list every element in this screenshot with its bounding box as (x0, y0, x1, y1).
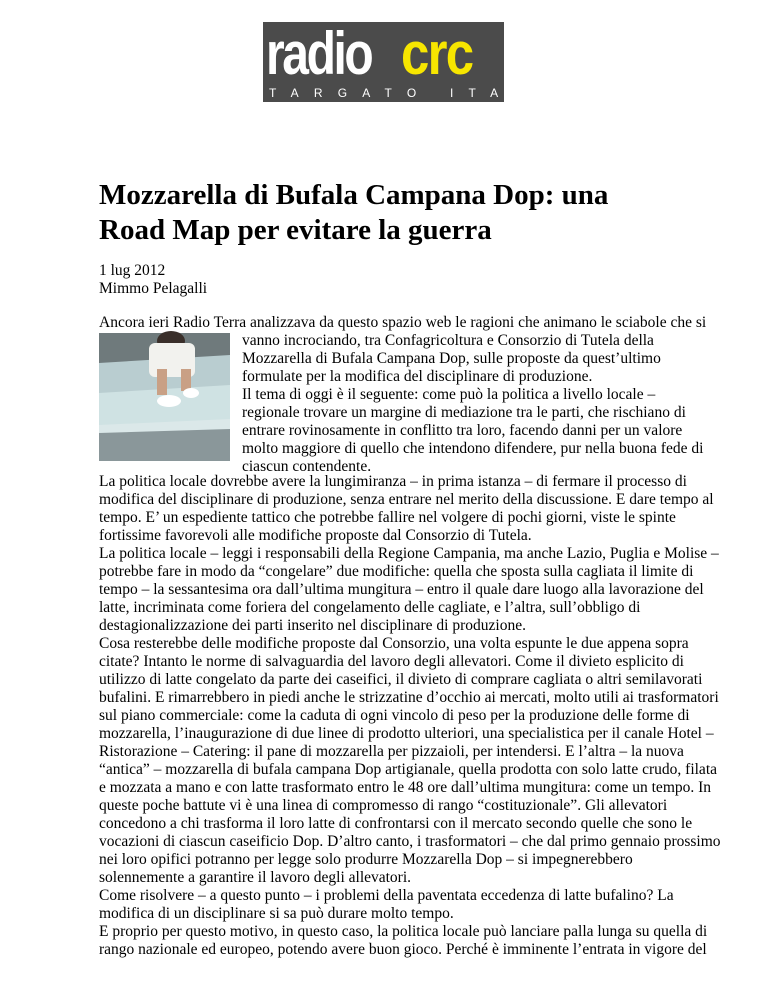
text-line: ciascun contendente. (242, 458, 372, 475)
text-line: “antica” – mozzarella di bufala campana Dop artigianale, quella prodotta con solo latte crudo, filata (99, 761, 718, 778)
radio-crc-logo[interactable] (263, 20, 577, 102)
text-line: Il tema di oggi è il seguente: come può la politica a livello locale – (242, 386, 656, 403)
text-line: sul piano commerciale: come la caduta di ogni vincolo di peso per la produzione delle forme di (99, 707, 690, 724)
text-line: nei loro opifici potranno per legge solo produrre Mozzarella Dop – si impegnerebbero (99, 851, 633, 868)
text-line: modifica del disciplinare di produzione, senza entrare nel merito della discussione. E dare tempo al (99, 491, 714, 508)
text-line: fortissime favorevoli alle modifiche proposte dal Consorzio di Tutela. (99, 527, 532, 544)
article-date: 1 lug 2012 (99, 262, 166, 279)
text-line: Come risolvere – a questo punto – i problemi della paventata eccedenza di latte bufalino? La (99, 887, 674, 904)
article-author: Mimmo Pelagalli (99, 280, 208, 297)
lead-line: Ancora ieri Radio Terra analizzava da questo spazio web le ragioni che animano le sciabole che si (99, 314, 707, 331)
text-line: destagionalizzazione dei parti inserito nel disciplinare di produzione. (99, 617, 526, 634)
text-line: Cosa resterebbe delle modifiche proposte dal Consorzio, una volta espunte le due appena sopra (99, 635, 689, 652)
text-line: La politica locale dovrebbe avere la lungimiranza – in prima istanza – di fermare il processo di (99, 473, 687, 490)
text-line: e mozzata a mano e con latte trasformato entro le 48 ore dall’ultima mungitura: come un tempo. In (99, 779, 712, 796)
logo-tagline: TARGATO ITALIA (269, 86, 577, 100)
text-line: concedono a chi trasforma il loro latte di confrontarsi con il mercato secondo quelle che sono le (99, 815, 693, 832)
text-line: bufalini. E rimarrebbero in piedi anche le strizzatine d’occhio ai mercati, molto utili ai trasformatori (99, 689, 719, 706)
text-line: Ristorazione – Catering: il pane di mozzarella per pizzaioli, per intendersi. E l’altra – la nuova (99, 743, 684, 760)
text-line: formulate per la modifica del disciplinare di produzione. (242, 368, 593, 385)
text-line: citate? Intanto le norme di salvaguardia del lavoro degli allevatori. Come il divieto esplicito di (99, 653, 684, 670)
article-title (99, 178, 699, 248)
article-body (99, 473, 721, 959)
text-line: molto maggiore di quello che intendono difendere, pur nella buona fede di (242, 440, 704, 457)
text-line: entrare rovinosamente in conflitto tra loro, facendo danni per un valore (242, 422, 683, 439)
logo-brand: crc (401, 20, 473, 87)
text-line: utilizzo di latte congelato da parte dei caseifici, il divieto di comprare cagliata o altri semilavorati (99, 671, 703, 688)
wrapped-paragraph (242, 332, 704, 476)
text-line: queste poche battute vi è una linea di compromesso di rango “costituzionale”. Gli allevatori (99, 797, 668, 814)
text-line: vanno incrociando, tra Confagricoltura e Consorzio di Tutela della (242, 332, 654, 349)
text-line: E proprio per questo motivo, in questo caso, la politica locale può lanciare palla lunga su quella di (99, 923, 708, 940)
text-line: modifica di un disciplinare si sa può durare molto tempo. (99, 905, 454, 922)
text-line: vocazioni di ciascun caseificio Dop. D’altro canto, i trasformatori – che dal primo gennaio prossimo (99, 833, 721, 850)
text-line: rango nazionale ed europeo, potendo avere buon gioco. Perché è imminente l’entrata in vigore del (99, 941, 707, 958)
cheese-maker-photo (99, 333, 230, 461)
text-line: potrebbe fare in modo da “congelare” due modifiche: quella che sposta sulla cagliata il limite di (99, 563, 694, 580)
text-line: latte, incriminata come foriera del congelamento delle cagliate, e l’altra, sull’obbligo di (99, 599, 641, 616)
article-meta (99, 262, 207, 298)
text-line: La politica locale – leggi i responsabili della Regione Campania, ma anche Lazio, Puglia e Molise – (99, 545, 719, 562)
text-line: solennemente a garantire il lavoro degli allevatori. (99, 869, 412, 886)
article-photo (99, 333, 230, 461)
text-line: tempo – la sessantesima ora dall’ultima mungitura – entro il quale dare luogo alla lavorazione del (99, 581, 704, 598)
title-line: Road Map per evitare la guerra (99, 214, 492, 246)
title-line: Mozzarella di Bufala Campana Dop: una (99, 179, 609, 211)
logo-word: radio (266, 20, 372, 87)
text-line: tempo. E’ un espediente tattico che potrebbe fallire nel volgere di pochi giorni, viste le spinte (99, 509, 676, 526)
text-line: mozzarella, l’inaugurazione di due linee di prodotto ulteriori, una specialistica per il canale Hotel – (99, 725, 714, 742)
text-line: Mozzarella di Bufala Campana Dop, sulle proposte da quest’ultimo (242, 350, 661, 367)
text-line: regionale trovare un margine di mediazione tra le parti, che rischiano di (242, 404, 686, 421)
